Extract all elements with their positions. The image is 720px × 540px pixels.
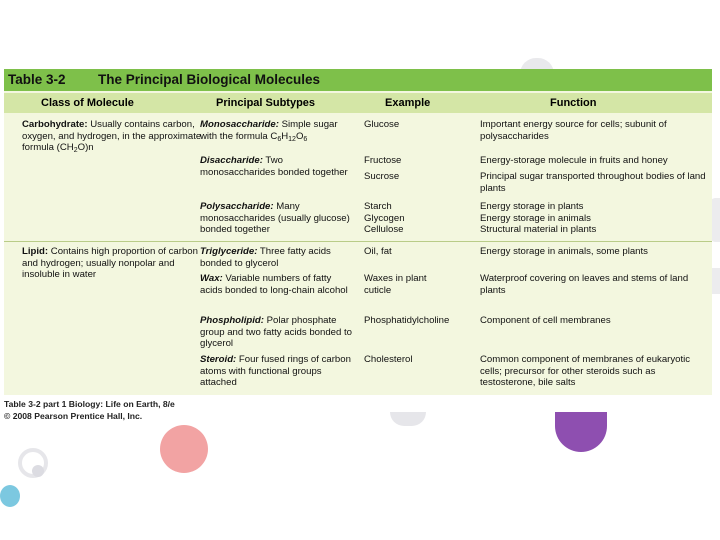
table-title: The Principal Biological Molecules	[98, 72, 321, 87]
function-glycogen: Energy storage in animals	[480, 212, 591, 224]
header-class: Class of Molecule	[41, 97, 134, 109]
background-molecule-pink	[160, 425, 208, 473]
example-glucose: Glucose	[364, 119, 400, 130]
header-example: Example	[385, 97, 431, 109]
example-cholesterol: Cholesterol	[364, 354, 413, 365]
header-function: Function	[550, 97, 597, 109]
molecules-table	[4, 69, 712, 395]
subtype-disaccharide: Disaccharide: Two monosaccharides bonded together	[200, 155, 348, 178]
background-molecule-purple	[555, 412, 607, 452]
group-divider	[4, 241, 712, 242]
function-wax: Waterproof covering on leaves and stems of land plants	[480, 273, 689, 296]
table-header-row	[4, 93, 712, 113]
function-monosaccharide: Important energy source for cells; subunit of polysaccharides	[480, 119, 667, 142]
class-lipid: Lipid: Contains high proportion of carbon and hydrogen; usually nonpolar and insoluble in water	[22, 246, 198, 280]
function-fructose: Energy-storage molecule in fruits and honey	[480, 155, 668, 166]
background-molecule-gray	[390, 412, 426, 426]
subtype-wax: Wax: Variable numbers of fatty acids bonded to long-chain alcohol	[200, 273, 348, 296]
caption-copyright: © 2008 Pearson Prentice Hall, Inc.	[4, 410, 143, 421]
example-oil-fat: Oil, fat	[364, 246, 392, 257]
subtype-polysaccharide: Polysaccharide: Many monosaccharides (usually glucose) bonded together	[200, 201, 350, 235]
subtype-phospholipid: Phospholipid: Polar phosphate group and two fatty acids bonded to glycerol	[200, 315, 353, 349]
subtype-triglyceride: Triglyceride: Three fatty acids bonded to glycerol	[200, 246, 331, 269]
function-phospholipid: Component of cell membranes	[480, 315, 611, 326]
table-title-bar	[4, 69, 712, 91]
function-steroid: Common component of membranes of eukaryotic cells; precursor for other steroids such as testosterone, bile salts	[480, 354, 691, 388]
figure-caption	[4, 399, 175, 422]
function-sucrose: Principal sugar transported throughout bodies of land plants	[480, 171, 706, 194]
example-fructose: Fructose	[364, 155, 402, 166]
example-phosphatidylcholine: Phosphatidylcholine	[364, 315, 450, 326]
function-cellulose: Structural material in plants	[480, 224, 597, 235]
header-subtypes: Principal Subtypes	[216, 97, 316, 109]
caption-source: Table 3-2 part 1 Biology: Life on Earth, 8/e	[4, 399, 175, 409]
example-waxes: Waxes in plant cuticle	[364, 273, 427, 296]
background-molecule-blue	[0, 485, 20, 507]
function-starch: Energy storage in plants	[480, 201, 584, 212]
example-glycogen: Glycogen	[364, 212, 405, 224]
background-molecule-gray	[32, 465, 44, 477]
class-carbohydrate: Carbohydrate: Usually contains carbon, oxygen, and hydrogen, in the approximate formula $(CH_2O)n$	[22, 119, 202, 154]
example-starch: Starch	[364, 201, 392, 212]
table-number: Table 3-2	[8, 72, 66, 87]
example-sucrose: Sucrose	[364, 171, 400, 182]
subtype-steroid: Steroid: Four fused rings of carbon atoms with functional groups attached	[200, 354, 351, 388]
example-cellulose: Cellulose	[364, 224, 404, 235]
function-triglyceride: Energy storage in animals, some plants	[480, 246, 648, 257]
subtype-monosaccharide: Monosaccharide: Simple sugar with the formula $C_6H_{12}O_6$	[200, 119, 338, 143]
